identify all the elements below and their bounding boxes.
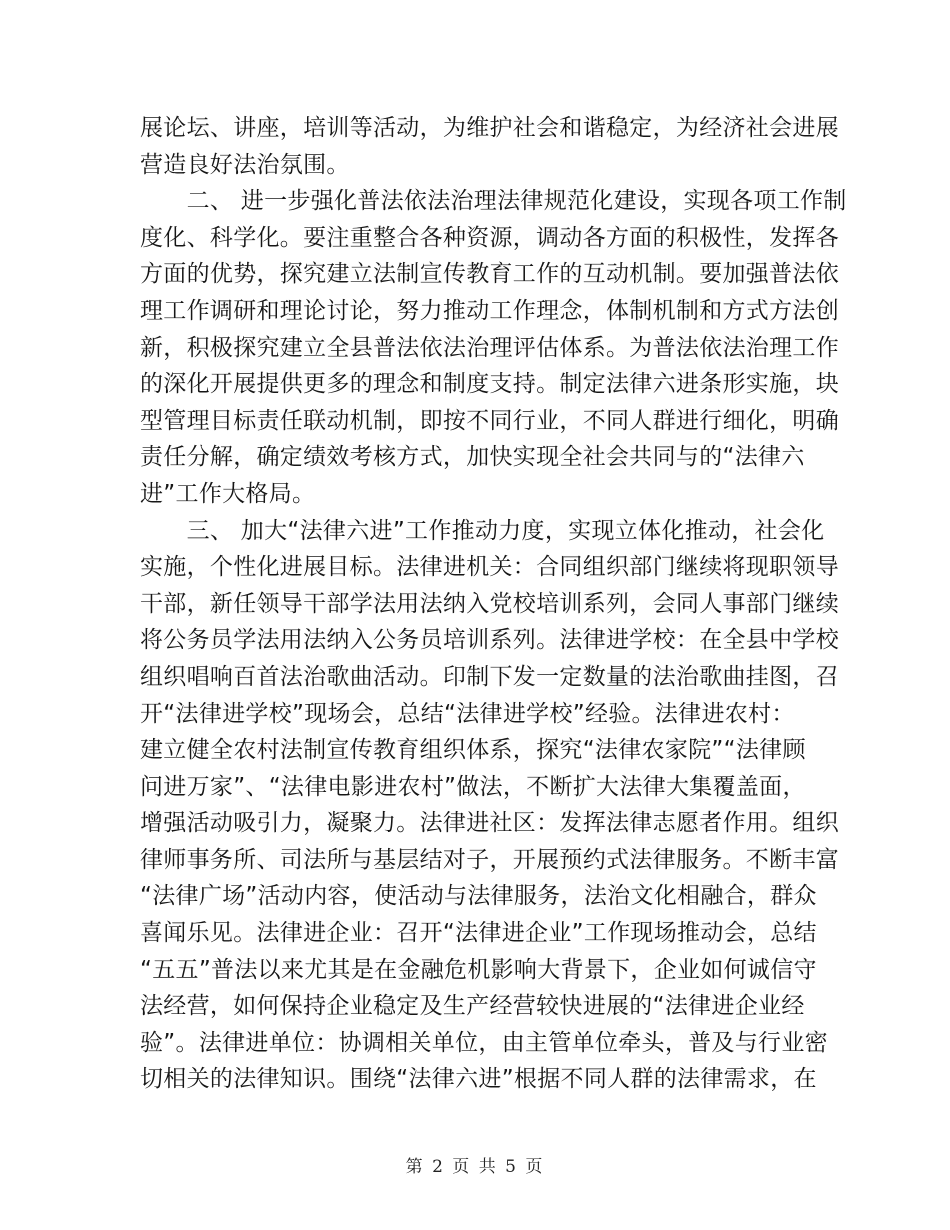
text-line: 干部，新任领导干部学法用法纳入党校培训系列，会同人事部门继续: [140, 590, 839, 617]
text-line: 方面的优势，探究建立法制宣传教育工作的互动机制。要加强普法依: [140, 261, 839, 288]
text-line: 增强活动吸引力，凝聚力。法律进社区：发挥法律志愿者作用。组织: [140, 810, 839, 837]
text-line: 进”工作大格局。: [140, 480, 316, 507]
text-line: 理工作调研和理论讨论，努力推动工作理念，体制机制和方式方法创: [140, 297, 839, 324]
text-line: 度化、科学化。要注重整合各种资源，调动各方面的积极性，发挥各: [140, 224, 839, 251]
text-line: 实施，个性化进展目标。法律进机关：合同组织部门继续将现职领导: [140, 554, 839, 581]
text-line: 律师事务所、司法所与基层结对子，开展预约式法律服务。不断丰富: [140, 846, 839, 873]
text-line: 问进万家”、“法律电影进农村”做法，不断扩大法律大集覆盖面，: [140, 773, 806, 800]
text-line: 切相关的法律知识。围绕“法律六进”根据不同人群的法律需求，在: [140, 1066, 817, 1093]
text-line: 开“法律进学校”现场会，总结“法律进学校”经验。法律进农村：: [140, 700, 795, 727]
text-line: 喜闻乐见。法律进企业：召开“法律进企业”工作现场推动会，总结: [140, 920, 817, 947]
body-text: [140, 110, 847, 1098]
text-line: 责任分解，确定绩效考核方式，加快实现全社会共同与的“法律六: [140, 444, 805, 471]
text-line: 的深化开展提供更多的理念和制度支持。制定法律六进条形实施，块: [140, 371, 839, 398]
page-footer: 第 2 页 共 5 页: [405, 1157, 545, 1177]
text-line: “五五”普法以来尤其是在金融危机影响大背景下，企业如何诚信守: [140, 956, 817, 983]
text-line: 型管理目标责任联动机制，即按不同行业，不同人群进行细化，明确: [140, 407, 839, 434]
text-line: “法律广场”活动内容，使活动与法律服务，法治文化相融合，群众: [140, 883, 817, 910]
text-line: 组织唱响百首法治歌曲活动。印制下发一定数量的法治歌曲挂图，召: [140, 663, 839, 690]
text-line: 将公务员学法用法纳入公务员培训系列。法律进学校：在全县中学校: [140, 627, 839, 654]
text-line: 二、 进一步强化普法依法治理法律规范化建设，实现各项工作制: [140, 188, 847, 215]
text-line: 三、 加大“法律六进”工作推动力度，实现立体化推动，社会化: [140, 517, 825, 544]
text-line: 验”。法律进单位：协调相关单位，由主管单位牵头，普及与行业密: [140, 1029, 828, 1056]
text-line: 营造良好法治氛围。: [140, 151, 350, 178]
text-line: 建立健全农村法制宣传教育组织体系，探究“法律农家院”“法律顾: [140, 737, 806, 764]
text-line: 法经营，如何保持企业稳定及生产经营较快进展的“法律进企业经: [140, 993, 805, 1020]
text-line: 新，积极探究建立全县普法依法治理评估体系。为普法依法治理工作: [140, 334, 839, 361]
text-line: 展论坛、讲座，培训等活动，为维护社会和谐稳定，为经济社会进展: [140, 115, 839, 141]
